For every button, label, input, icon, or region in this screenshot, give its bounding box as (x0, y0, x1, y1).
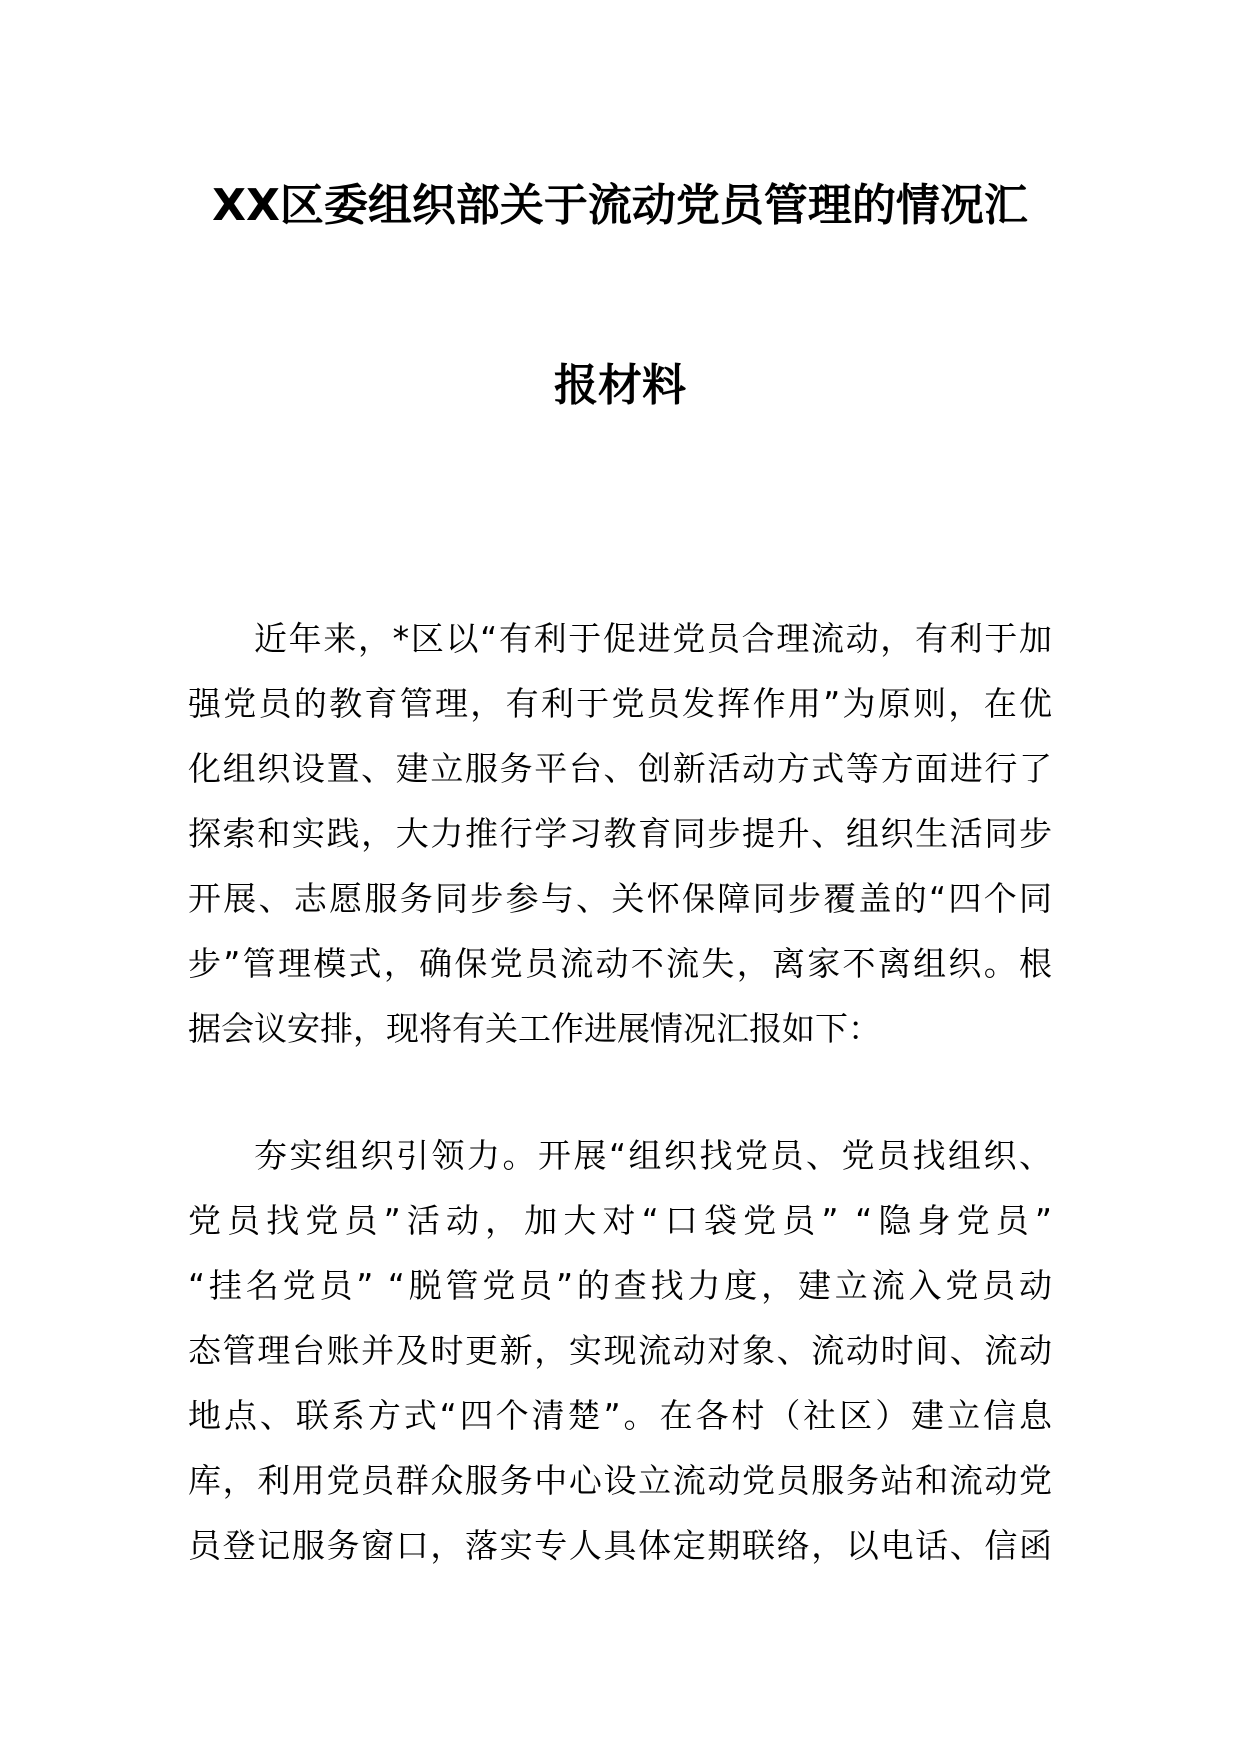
paragraph-line: 党员找党员”活动，加大对“口袋党员” “隐身党员” (188, 1201, 1052, 1240)
paragraph-line: 夯实组织引领力。开展“组织找党员、党员找组织、 (254, 1136, 1052, 1175)
paragraph-line: 据会议安排，现将有关工作进展情况汇报如下： (188, 1009, 881, 1048)
body-paragraph-1 (188, 606, 1052, 1061)
paragraph-line: 强党员的教育管理，有利于党员发挥作用”为原则，在优 (188, 684, 1052, 723)
paragraph-line: 近年来，*区以“有利于促进党员合理流动，有利于加 (254, 619, 1052, 658)
body-paragraph-2 (188, 1123, 1052, 1578)
paragraph-line: 开展、志愿服务同步参与、关怀保障同步覆盖的“四个同 (188, 879, 1052, 918)
paragraph-line: 态管理台账并及时更新，实现流动对象、流动时间、流动 (188, 1331, 1052, 1370)
paragraph-line: 步”管理模式，确保党员流动不流失，离家不离组织。根 (188, 944, 1052, 983)
document-title-line-2: 报材料 (554, 360, 686, 411)
paragraph-line: 地点、联系方式“四个清楚”。在各村（社区）建立信息 (188, 1396, 1052, 1435)
paragraph-line: 库，利用党员群众服务中心设立流动党员服务站和流动党 (188, 1461, 1052, 1500)
paragraph-line: 员登记服务窗口，落实专人具体定期联络，以电话、信函 (188, 1526, 1052, 1565)
document-title-line-1: XX区委组织部关于流动党员管理的情况汇 (212, 180, 1028, 231)
paragraph-line: 化组织设置、建立服务平台、创新活动方式等方面进行了 (188, 749, 1052, 788)
paragraph-line: “挂名党员” “脱管党员”的查找力度，建立流入党员动 (188, 1266, 1052, 1305)
paragraph-line: 探索和实践，大力推行学习教育同步提升、组织生活同步 (188, 814, 1052, 853)
